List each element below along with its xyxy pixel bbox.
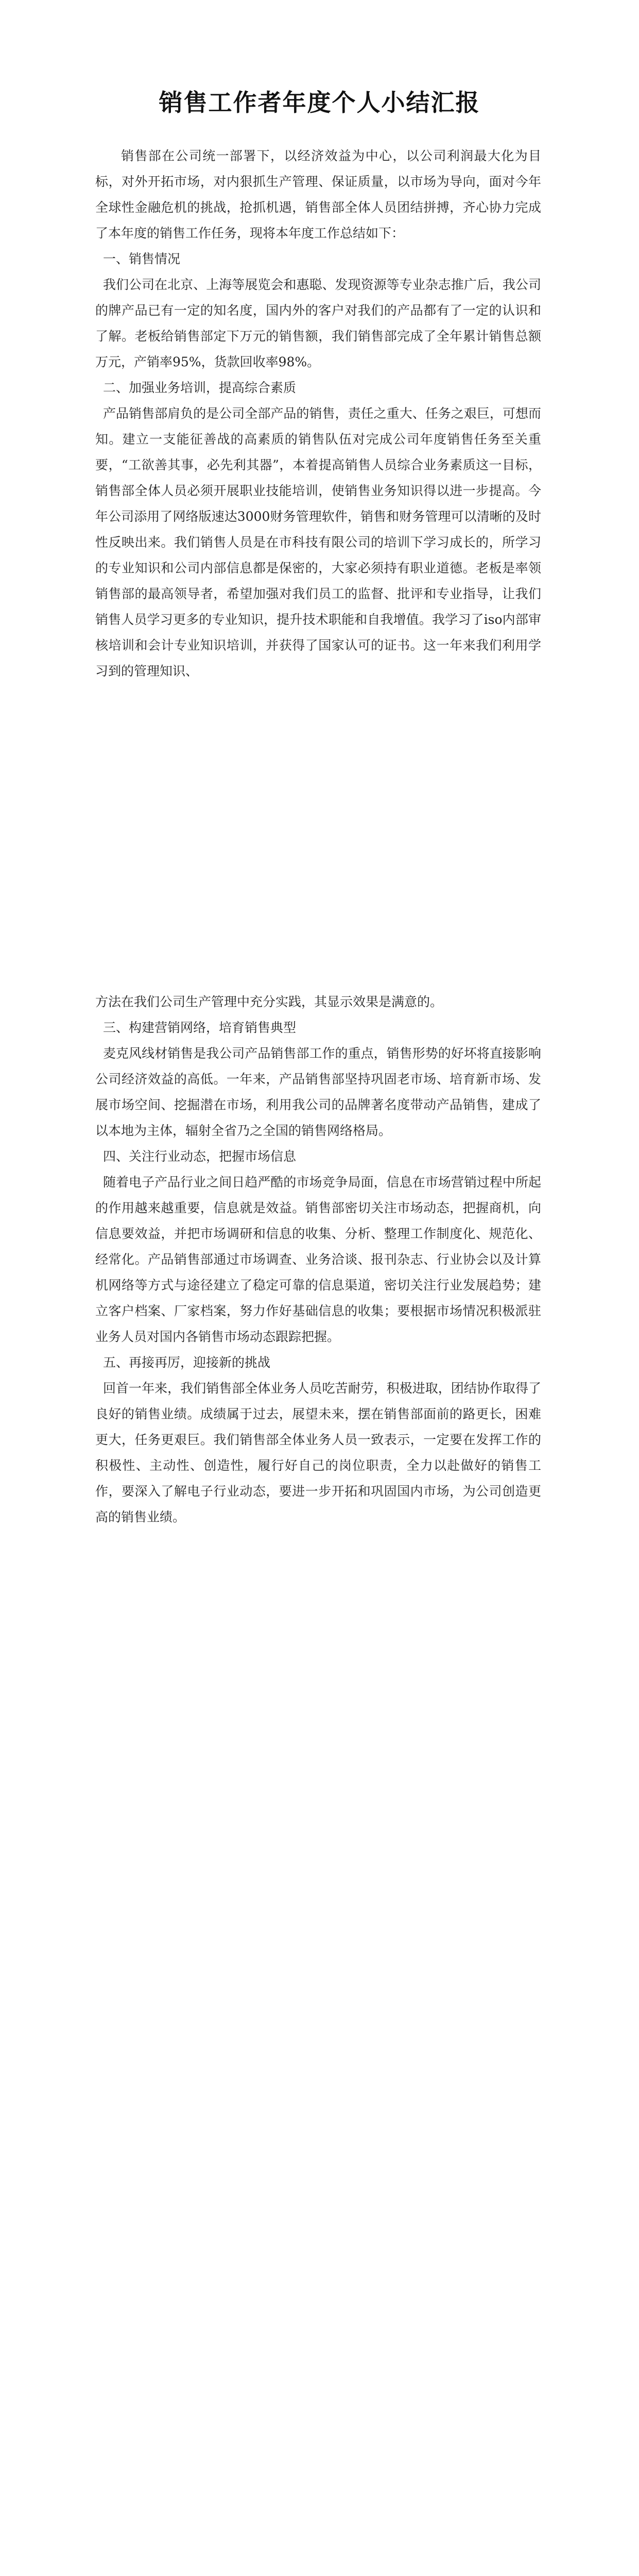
document-body-upper [95,143,541,684]
section-heading-3: 三、构建营销网络，培育销售典型 [103,1020,297,1035]
section-body-1: 我们公司在北京、上海等展览会和惠聪、发现资源等专业杂志推广后，我公司的牌产品已有一定的知名度，国内外的客户对我们的产品都有了一定的认识和了解。老板给销售部定下万元的销售额，我们销售部完成了全年累计销售总额万元，产销率95%，货款回收率98%。 [95,277,541,369]
document-title: 销售工作者年度个人小结汇报 [159,88,480,116]
section-body-3: 麦克风线材销售是我公司产品销售部工作的重点，销售形势的好坏将直接影响公司经济效益的高低。一年来，产品销售部坚持巩固老市场、培育新市场、发展市场空间、挖掘潜在市场，利用我公司的品牌著名度带动产品销售，建成了以本地为主体，辐射全省乃之全国的销售网络格局。 [95,1046,541,1138]
section-heading-5: 五、再接再厉，迎接新的挑战 [103,1355,271,1370]
section-heading-1: 一、销售情况 [103,251,181,266]
section-body-2-part1: 产品销售部肩负的是公司全部产品的销售，责任之重大、任务之艰巨，可想而知。建立一支能征善战的高素质的销售队伍对完成公司年度销售任务至关重要，“工欲善其事，必先利其器”，本着提高销售人员综合业务素质这一目标，销售部全体人员必须开展职业技能培训，使销售业务知识得以进一步提高。今年公司添用了网络版速达3000财务管理软件，销售和财务管理可以清晰的及时性反映出来。我们销售人员是在市科技有限公司的培训下学习成长的，所学习的专业知识和公司内部信息都是保密的，大家必须持有职业道德。老板是率领销售部的最高领导者，希望加强对我们员工的监督、批评和专业指导，让我们销售人员学习更多的专业知识，提升技术职能和自我增值。我学习了iso内部审核培训和会计专业知识培训，并获得了国家认可的证书。这一年来我们利用学习到的管理知识、 [95,406,541,679]
section-body-5: 回首一年来，我们销售部全体业务人员吃苦耐劳，积极进取，团结协作取得了良好的销售业绩。成绩属于过去，展望未来，摆在销售部面前的路更长，困难更大，任务更艰巨。我们销售部全体业务人员一致表示，一定要在发挥工作的积极性、主动性、创造性，履行好自己的岗位职责，全力以赴做好的销售工作，要深入了解电子行业动态，要进一步开拓和巩固国内市场，为公司创造更高的销售业绩。 [95,1381,541,1524]
document-body-lower [95,989,541,1530]
intro-paragraph: 销售部在公司统一部署下，以经济效益为中心，以公司利润最大化为目标，对外开拓市场，对内狠抓生产管理、保证质量，以市场为导向，面对今年全球性金融危机的挑战，抢抓机遇，销售部全体人员团结拼搏，齐心协力完成了本年度的销售工作任务，现将本年度工作总结如下： [95,148,541,241]
section-body-2-part2: 方法在我们公司生产管理中充分实践，其显示效果是满意的。 [95,994,443,1009]
section-heading-4: 四、关注行业动态，把握市场信息 [103,1149,297,1164]
section-body-4: 随着电子产品行业之间日趋严酷的市场竞争局面，信息在市场营销过程中所起的作用越来越重要，信息就是效益。销售部密切关注市场动态，把握商机，向信息要效益，并把市场调研和信息的收集、分析、整理工作制度化、规范化、经常化。产品销售部通过市场调查、业务洽谈、报刊杂志、行业协会以及计算机网络等方式与途径建立了稳定可靠的信息渠道，密切关注行业发展趋势；建立客户档案、厂家档案，努力作好基础信息的收集；要根据市场情况积极派驻业务人员对国内各销售市场动态跟踪把握。 [95,1175,541,1344]
section-heading-2: 二、加强业务培训，提高综合素质 [103,380,297,395]
